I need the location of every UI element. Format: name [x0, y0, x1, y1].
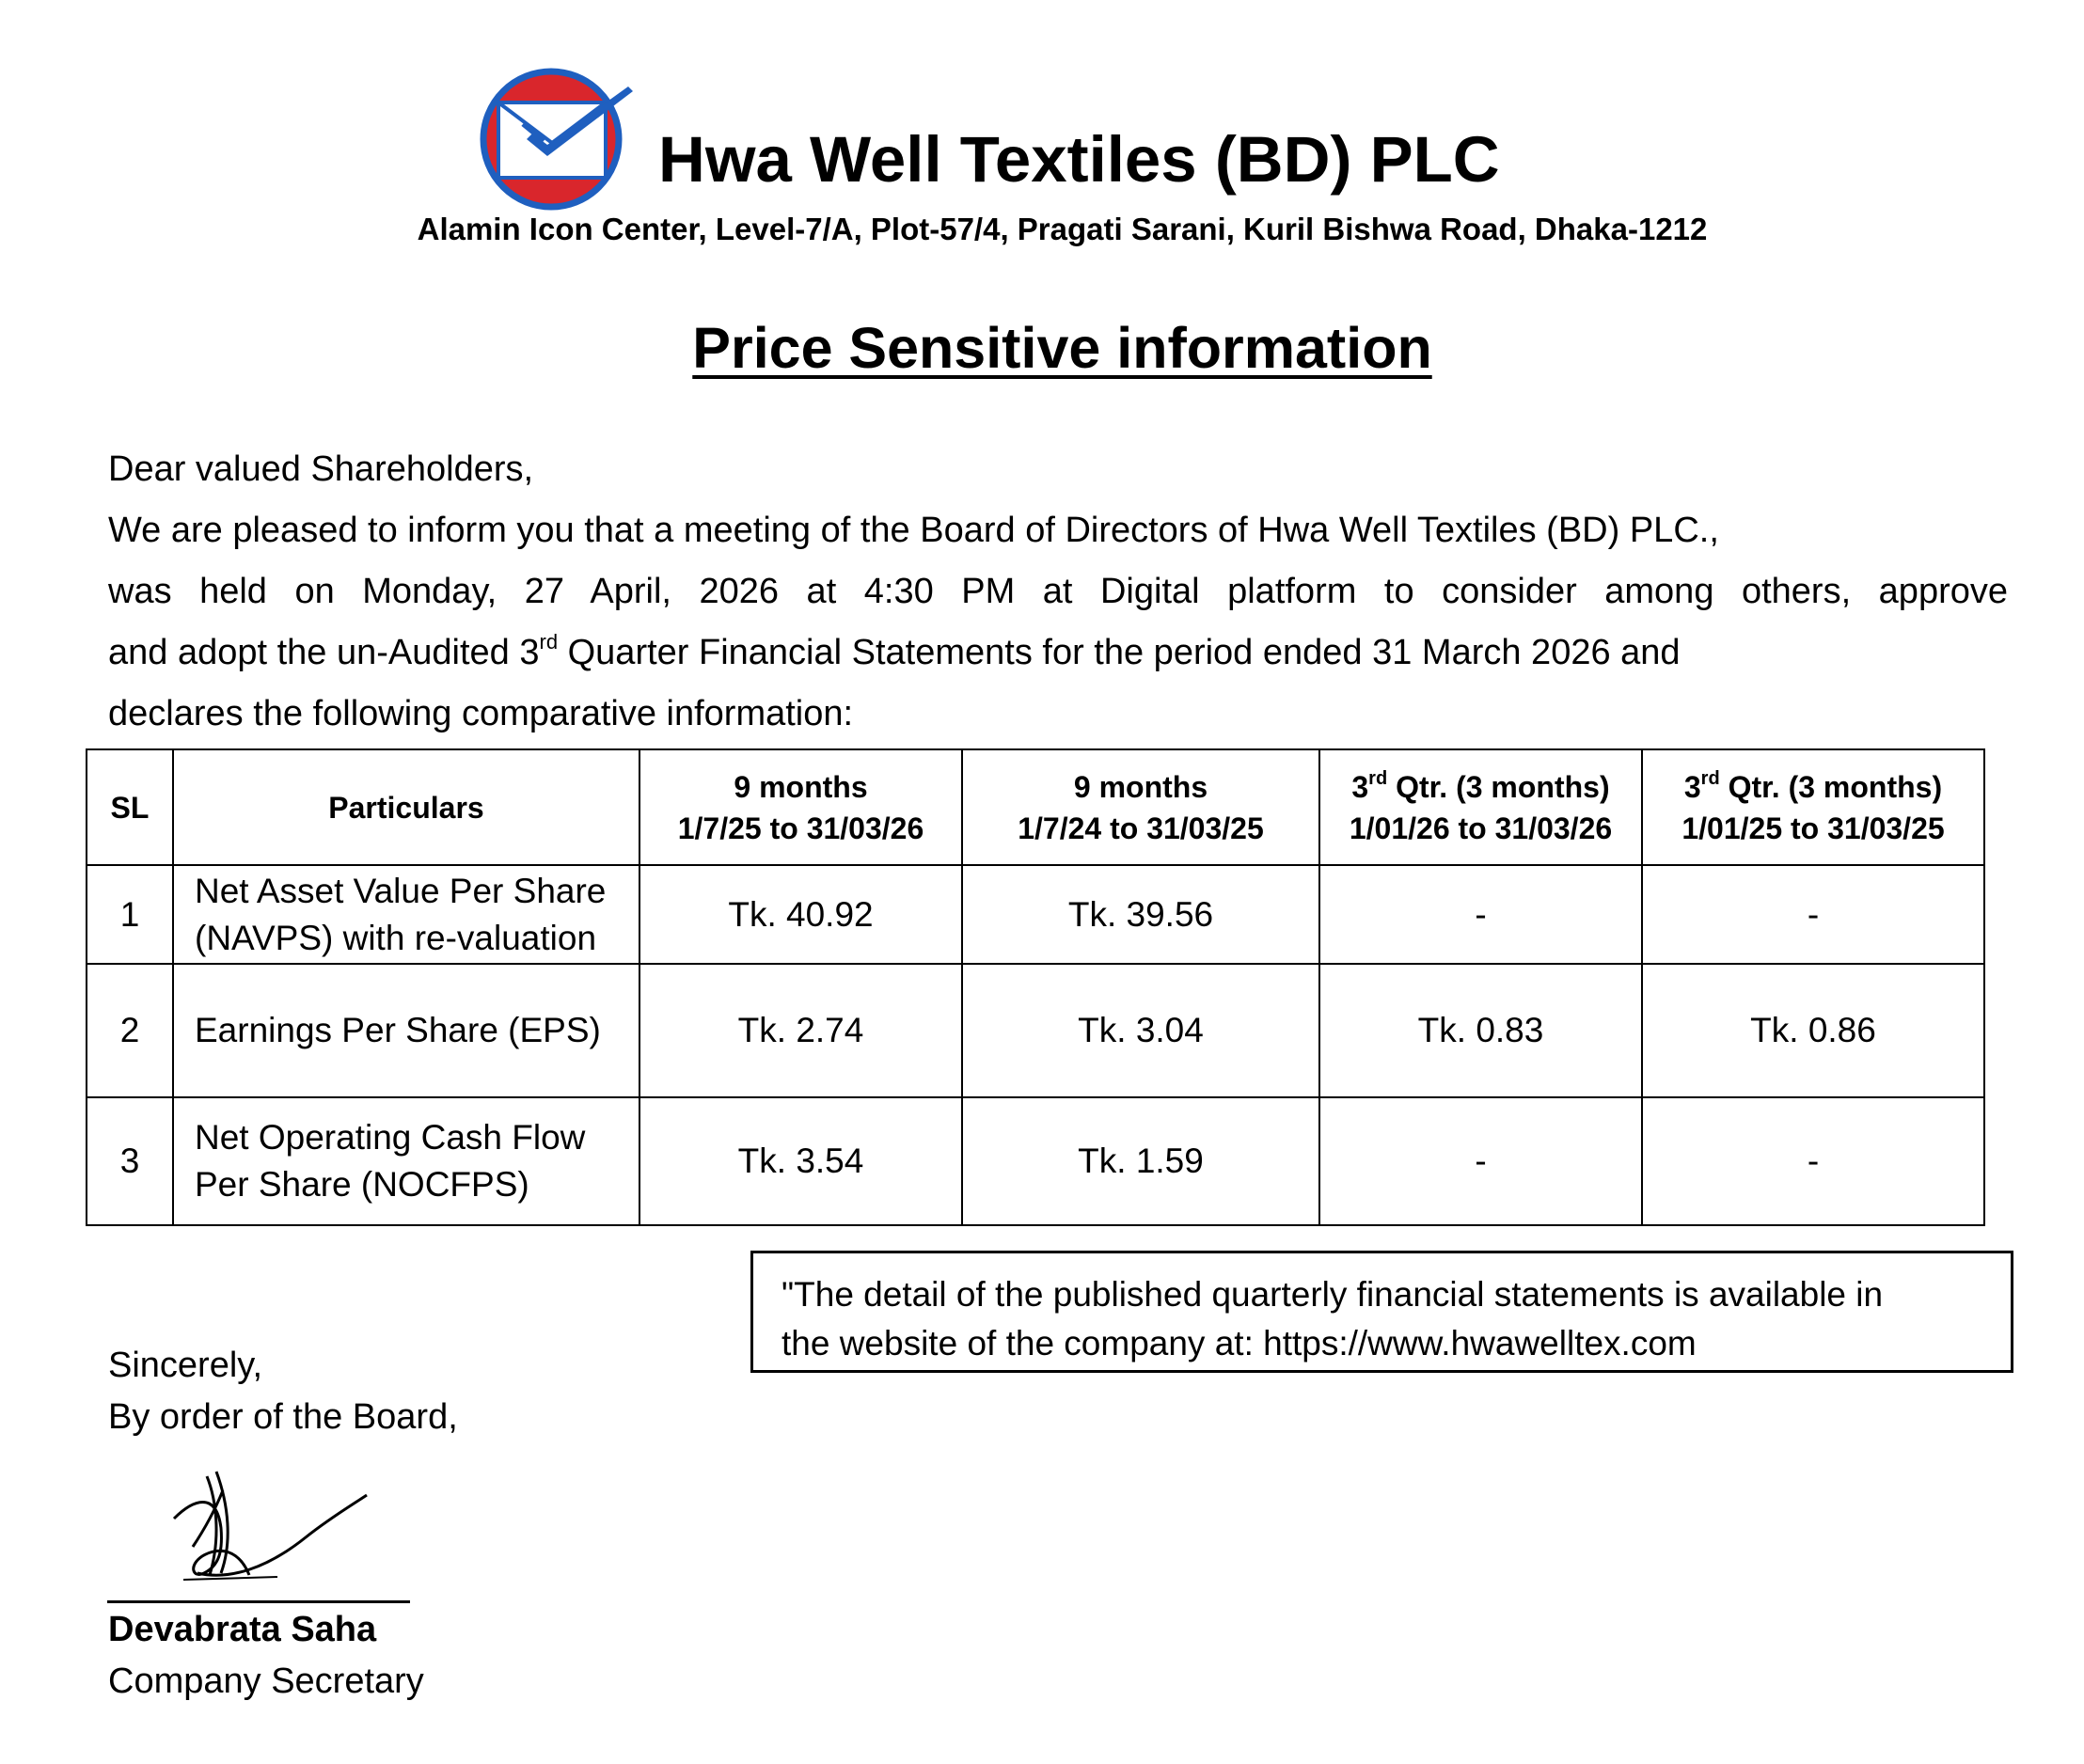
table-row: [87, 964, 1984, 1098]
salutation: Dear valued Shareholders,: [108, 449, 534, 489]
row-sl: 2: [87, 964, 173, 1098]
header-particulars: Particulars: [173, 749, 639, 865]
row-sl: 1: [87, 865, 173, 963]
row-value: Tk. 39.56: [962, 865, 1319, 963]
row-value: Tk. 3.54: [639, 1097, 962, 1225]
table-row: [87, 1097, 1984, 1225]
signature-line: [107, 1600, 410, 1603]
header-9-months-previous: 9 months 1/7/24 to 31/03/25: [962, 749, 1319, 865]
header-9-months-current: 9 months 1/7/25 to 31/03/26: [639, 749, 962, 865]
table-row: [87, 865, 1984, 963]
row-value: -: [1319, 865, 1642, 963]
closing-block: [108, 1340, 458, 1443]
row-value: Tk. 3.04: [962, 964, 1319, 1098]
body-text-line: We are pleased to inform you that a meeting of the Board of Directors of Hwa Well Textiles (BD) PLC.,: [108, 511, 1719, 550]
row-value: Tk. 0.83: [1319, 964, 1642, 1098]
row-value: Tk. 2.74: [639, 964, 962, 1098]
company-address: Alamin Icon Center, Level-7/A, Plot-57/4, Pragati Sarani, Kuril Bishwa Road, Dhaka-1212: [417, 212, 1708, 246]
row-particular: Net Asset Value Per Share (NAVPS) with re-valuation: [173, 865, 639, 963]
document-title-text: Price Sensitive information: [692, 316, 1432, 380]
row-value: -: [1642, 1097, 1984, 1225]
row-value: -: [1642, 865, 1984, 963]
body-text-line: declares the following comparative information:: [108, 694, 854, 733]
note-line: "The detail of the published quarterly financial statements is available in: [782, 1275, 1884, 1314]
header-sl: SL: [87, 749, 173, 865]
row-sl: 3: [87, 1097, 173, 1225]
table-header-row: [87, 749, 1984, 865]
company-name: Hwa Well Textiles (BD) PLC: [658, 123, 1500, 196]
body-text-fragment: and adopt the un-Audited 3: [108, 633, 540, 672]
note-line: the website of the company at: https://www.hwawelltex.com: [782, 1324, 1697, 1362]
row-particular: Net Operating Cash Flow Per Share (NOCFPS): [173, 1097, 639, 1225]
ordinal-suffix: rd: [539, 630, 559, 654]
row-value: -: [1319, 1097, 1642, 1225]
body-text-line: was held on Monday, 27 April, 2026 at 4:30 PM at Digital platform to consider among others, approve: [108, 572, 2008, 611]
company-logo-icon: [468, 58, 642, 213]
body-text-line: [108, 629, 2008, 676]
financial-results-table: [86, 748, 1985, 1226]
row-value: Tk. 40.92: [639, 865, 962, 963]
row-value: Tk. 1.59: [962, 1097, 1319, 1225]
signer-name: Devabrata Saha: [108, 1610, 377, 1649]
signature-icon: [165, 1462, 371, 1599]
closing-by-order: By order of the Board,: [108, 1397, 458, 1437]
row-value: Tk. 0.86: [1642, 964, 1984, 1098]
header-3rd-qtr-previous: 3rd Qtr. (3 months) 1/01/25 to 31/03/25: [1642, 749, 1984, 865]
signer-title: Company Secretary: [108, 1662, 424, 1701]
website-note-box: [750, 1251, 2013, 1373]
document-title: [0, 310, 2084, 386]
header-3rd-qtr-current: 3rd Qtr. (3 months) 1/01/26 to 31/03/26: [1319, 749, 1642, 865]
closing-sincerely: Sincerely,: [108, 1346, 263, 1385]
row-particular: Earnings Per Share (EPS): [173, 964, 639, 1098]
body-text-fragment: Quarter Financial Statements for the period ended 31 March 2026 and: [558, 633, 1681, 672]
